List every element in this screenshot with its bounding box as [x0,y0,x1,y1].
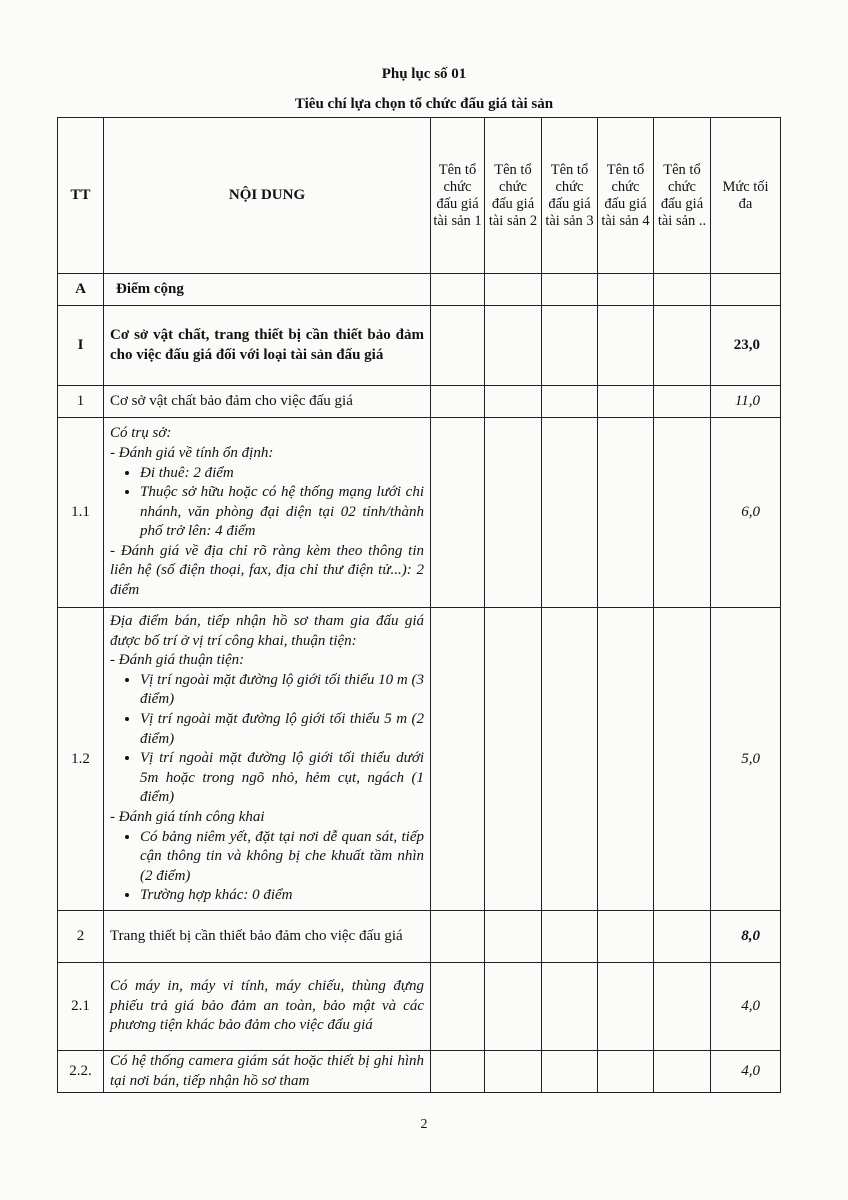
row-tt: 2 [58,911,104,963]
header-max: Mức tối đa [711,118,781,274]
table-row [58,418,781,608]
row-subheading: - Đánh giá thuận tiện: [110,652,245,669]
list-item: • Thuộc sở hữu hoặc có hệ thống mạng lưới chi nhánh, văn phòng đại diện tại 02 tỉnh/thành phố trở lên: 4 điểm [140,483,424,542]
bullet-list [110,671,424,808]
row-max: 4,0 [711,1051,781,1093]
list-item: • Vị trí ngoài mặt đường lộ giới tối thiểu dưới 5m hoặc trong ngõ nhỏ, hẻm cụt, ngách (1 điểm) [140,749,424,808]
row-intro: Có trụ sở: [110,425,172,442]
header-org-1: Tên tổ chức đấu giá tài sản 1 [431,118,485,274]
list-item: • Vị trí ngoài mặt đường lộ giới tối thiểu 5 m (2 điểm) [140,710,424,749]
row-max: 8,0 [711,911,781,963]
row-tt: A [58,274,104,306]
row-max: 5,0 [711,608,781,911]
table-row [58,608,781,911]
row-tt: 2.2. [58,1051,104,1093]
row-content: Điểm cộng [104,274,431,306]
bullet-list [110,828,424,906]
row-tt: I [58,306,104,386]
header-content: NỘI DUNG [104,118,431,274]
criteria-table [57,117,781,1093]
row-content: Cơ sở vật chất bảo đảm cho việc đấu giá [104,386,431,418]
row-content [104,608,431,911]
header-org-4: Tên tổ chức đấu giá tài sản 4 [598,118,654,274]
row-tt: 1 [58,386,104,418]
row-content: Trang thiết bị cần thiết bảo đảm cho việc đấu giá [104,911,431,963]
appendix-title: Phụ lục số 01 [381,66,467,82]
row-max: 4,0 [711,963,781,1051]
header-org-3: Tên tổ chức đấu giá tài sản 3 [542,118,598,274]
header-row [58,118,781,274]
table-row [58,963,781,1051]
row-subheading: - Đánh giá về địa chỉ rõ ràng kèm theo thông tin liên hệ (số điện thoại, fax, địa chỉ thư điện tử...): 2 điểm [110,542,424,599]
table-row [58,274,781,306]
table-title: Tiêu chí lựa chọn tổ chức đấu giá tài sản [294,96,554,112]
row-max: 23,0 [711,306,781,386]
row-intro: Địa điểm bán, tiếp nhận hồ sơ tham gia đấu giá được bố trí ở vị trí công khai, thuận tiện: [110,613,424,649]
row-max [711,274,781,306]
row-content [104,418,431,608]
row-subheading: - Đánh giá về tính ổn định: [110,444,274,461]
bullet-list [110,464,424,542]
table-row [58,911,781,963]
table-row [58,1051,781,1093]
page-number: 2 [420,1117,428,1132]
row-tt: 1.2 [58,608,104,911]
list-item: • Vị trí ngoài mặt đường lộ giới tối thiểu 10 m (3 điểm) [140,671,424,710]
row-subheading: - Đánh giá tính công khai [110,808,265,825]
row-content: Có hệ thống camera giám sát hoặc thiết bị ghi hình tại nơi bán, tiếp nhận hồ sơ tham [104,1051,431,1093]
list-item: • Có bảng niêm yết, đặt tại nơi dễ quan sát, tiếp cận thông tin và không bị che khuất tầm nhìn (2 điểm) [140,828,424,887]
row-max: 11,0 [711,386,781,418]
header-tt: TT [58,118,104,274]
list-item: • Đi thuê: 2 điểm [140,464,424,484]
row-content: Có máy in, máy vi tính, máy chiếu, thùng đựng phiếu trả giá bảo đảm an toàn, bảo mật và các phương tiện khác bảo đảm cho việc đấu giá [104,963,431,1051]
row-max: 6,0 [711,418,781,608]
header-org-2: Tên tổ chức đấu giá tài sản 2 [485,118,542,274]
table-row [58,306,781,386]
row-content: Cơ sở vật chất, trang thiết bị cần thiết bảo đảm cho việc đấu giá đối với loại tài sản đấu giá [104,306,431,386]
row-tt: 1.1 [58,418,104,608]
table-row [58,386,781,418]
row-tt: 2.1 [58,963,104,1051]
header-org-n: Tên tổ chức đấu giá tài sản .. [654,118,711,274]
list-item: • Trường hợp khác: 0 điểm [140,886,424,906]
